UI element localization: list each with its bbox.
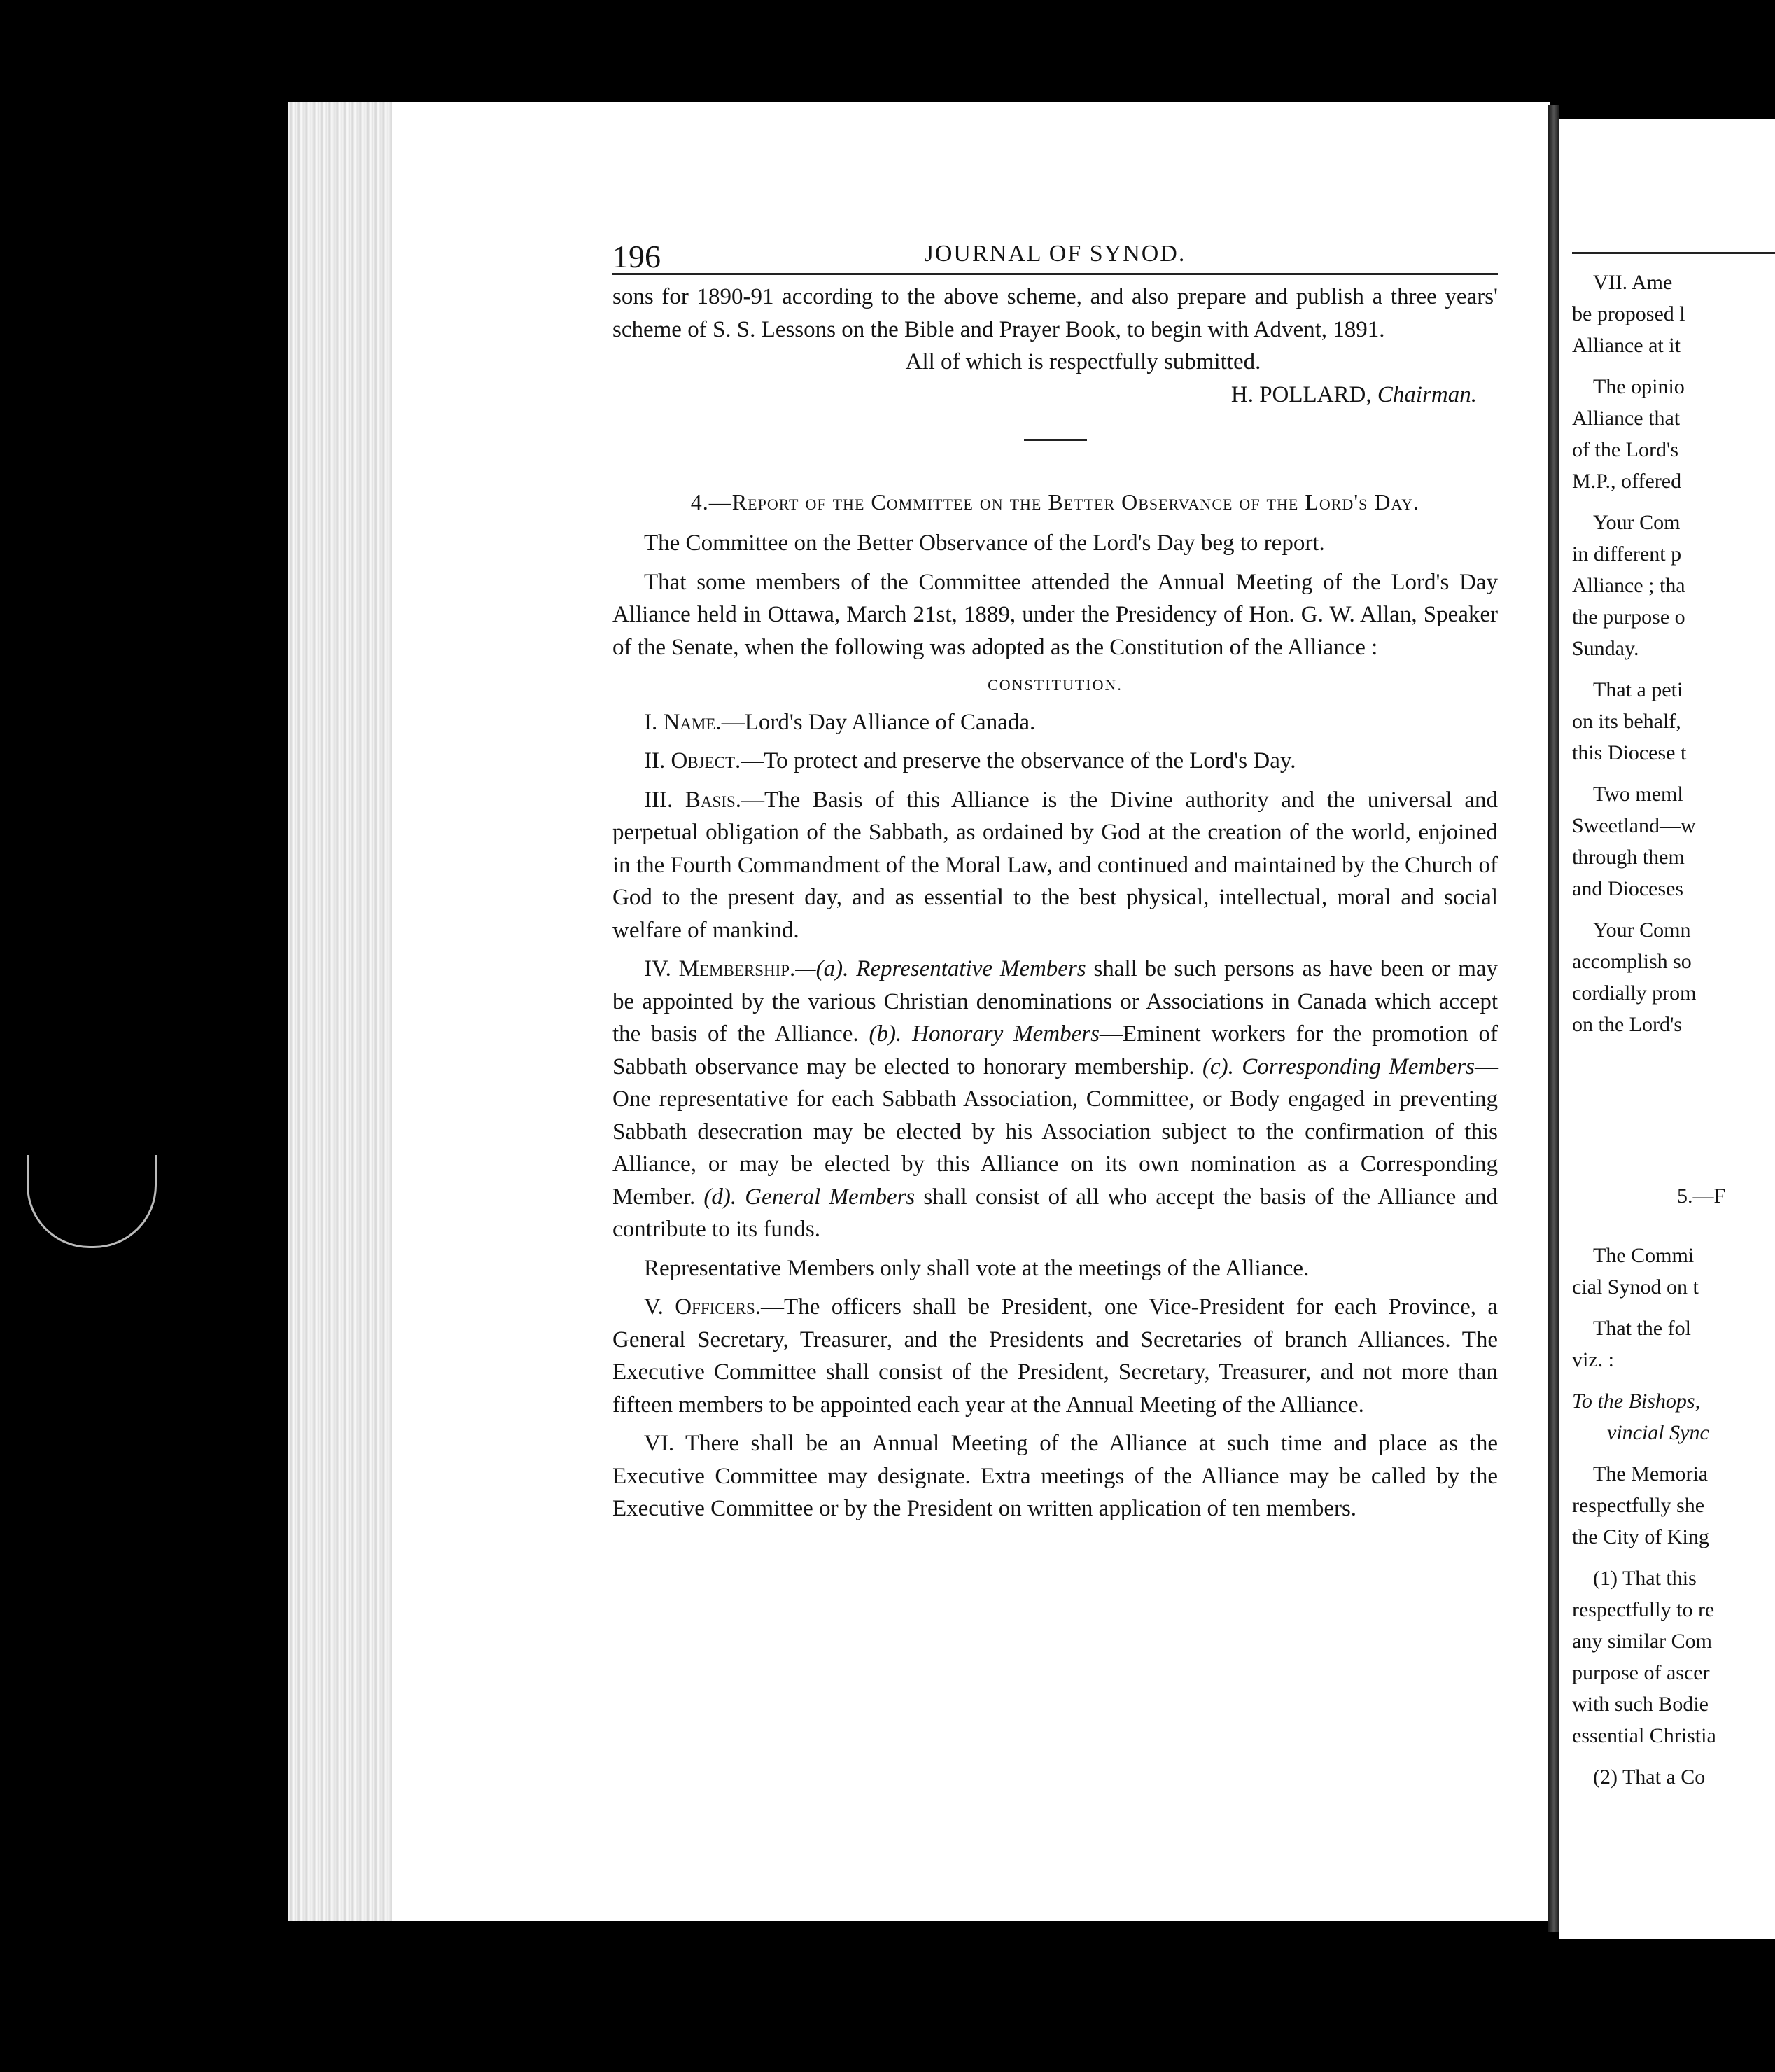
facing-page-line: and Dioceses <box>1572 877 1684 900</box>
facing-page-line: accomplish so <box>1572 950 1692 973</box>
article-4-b-text: —Eminent workers for the promotion of Sabbath observance may be elected to honorary membership. <box>612 1021 1499 1079</box>
article-2-text: —To protect and preserve the observance of the Lord's Day. <box>741 748 1296 774</box>
article-5-label: V. Officers. <box>644 1294 762 1320</box>
thumb-shadow <box>27 1155 157 1248</box>
article-4-d-mark: (d). <box>703 1184 737 1210</box>
article-4-a-term: Representative Members <box>856 956 1086 981</box>
facing-page-line: (1) That this <box>1593 1567 1697 1590</box>
facing-page-line: essential Christia <box>1572 1724 1716 1747</box>
facing-page-line: vincial Sync <box>1607 1421 1709 1444</box>
facing-page-line: Sweetland—w <box>1572 814 1696 837</box>
facing-page-line: viz. : <box>1572 1348 1614 1371</box>
facing-page-line: with such Bodie <box>1572 1693 1709 1716</box>
facing-page-line: this Diocese t <box>1572 741 1687 764</box>
facing-page-line: respectfully she <box>1572 1494 1705 1517</box>
constitution-heading: CONSTITUTION. <box>988 676 1123 694</box>
running-head <box>612 224 1498 275</box>
facing-page-line: Alliance at it <box>1572 334 1681 357</box>
facing-page-line: through them <box>1572 846 1685 869</box>
facing-page-line: any similar Com <box>1572 1630 1712 1653</box>
facing-page-line: Two meml <box>1593 783 1683 806</box>
signature-line <box>612 379 1498 412</box>
facing-page-line: (2) That a Co <box>1593 1765 1706 1788</box>
facing-page-line: Sunday. <box>1572 637 1639 660</box>
submitted-line: All of which is respectfully submitted. <box>905 349 1261 374</box>
facing-page-line: Your Com <box>1593 511 1681 534</box>
facing-page-line: To the Bishops, <box>1572 1390 1701 1413</box>
facing-page-rule <box>1572 252 1775 254</box>
article-4-c-text: —One representative for each Sabbath Association, Committee, or Body engaged in preventing Sabbath desecration may be elected by his Association subject to the confirmation of this Alliance, or may be elected by this Alliance on its own nomination as a Corresponding Member. <box>612 1054 1498 1210</box>
facing-page-lines <box>1572 267 1775 1793</box>
facing-page-line: M.P., offered <box>1572 470 1682 493</box>
facing-page-line: the City of King <box>1572 1525 1709 1548</box>
running-title: JOURNAL OF SYNOD. <box>924 240 1186 267</box>
article-2-label: II. Object. <box>644 748 741 774</box>
facing-page-line: 5.—F <box>1677 1184 1726 1208</box>
article-1-label: I. Name. <box>644 709 722 735</box>
facing-page-line: the purpose o <box>1572 606 1685 629</box>
article-2 <box>612 745 1498 778</box>
article-1 <box>612 706 1498 739</box>
facing-page-line: in different p <box>1572 542 1682 566</box>
signer-title: Chairman. <box>1377 382 1477 407</box>
facing-page-line: Alliance that <box>1572 407 1681 430</box>
article-5-text: —The officers shall be President, one Vice-President for each Province, a General Secretary, Treasurer, and the Presidents and Secretaries of branch Alliances. The Executive Committee shall consist of the President, Secretary, Treasurer, and not more than fifteen members to be appointed each year at the Annual Meeting of the Alliance. <box>612 1294 1498 1418</box>
continuation-paragraph: sons for 1890-91 according to the above scheme, and also prepare and publish a three years' scheme of S. S. Lessons on the Bible and Prayer Book, to begin with Advent, 1891. <box>612 284 1498 342</box>
facing-page-line: cordially prom <box>1572 981 1697 1004</box>
article-4-d-text: shall consist of all who accept the basis of the Alliance and contribute to its funds. <box>612 1184 1499 1242</box>
facing-page-line: The opinio <box>1593 375 1685 398</box>
facing-page-line: Alliance ; tha <box>1572 574 1685 597</box>
article-5 <box>612 1291 1498 1421</box>
report-heading: 4.—Report of the Committee on the Better Observance of the Lord's Day. <box>690 489 1420 514</box>
article-4 <box>612 953 1498 1246</box>
article-6: VI. There shall be an Annual Meeting of the Alliance at such time and place as the Executive Committee may designate. Extra meetings of the Alliance may be called by the Executive Committee or by the President on written application of ten members. <box>612 1431 1498 1521</box>
report-paragraph-2: That some members of the Committee attended the Annual Meeting of the Lord's Day Alliance held in Ottawa, March 21st, 1889, under the Presidency of Hon. G. W. Allan, Speaker of the Senate, when the following was adopted as the Constitution of the Alliance : <box>612 569 1498 660</box>
facing-page-line: respectfully to re <box>1572 1598 1715 1621</box>
article-4-c-mark: (c). <box>1202 1054 1234 1079</box>
page-number: 196 <box>612 238 661 274</box>
report-paragraph-1: The Committee on the Better Observance of the Lord's Day beg to report. <box>644 531 1325 556</box>
facing-page-line: The Commi <box>1593 1244 1695 1267</box>
signer-name: H. POLLARD, <box>1230 382 1372 407</box>
facing-page-line: That a peti <box>1593 678 1683 701</box>
article-4-a-mark: —(a). <box>795 956 849 981</box>
facing-page-line: VII. Ame <box>1593 271 1673 294</box>
left-page-text <box>612 224 1498 1525</box>
article-3-label: III. Basis. <box>644 787 742 813</box>
facing-page-line: cial Synod on t <box>1572 1275 1699 1298</box>
article-4-a-text: shall be such persons as have been or may be appointed by the various Christian denominations or Associations in Canada which accept the basis of the Alliance. <box>612 956 1499 1046</box>
book-gutter <box>1548 105 1559 1932</box>
section-divider <box>1024 439 1087 441</box>
facing-page-line: be proposed l <box>1572 302 1685 326</box>
article-4-c-term: Corresponding Members <box>1242 1054 1475 1079</box>
article-3 <box>612 784 1498 947</box>
vote-note: Representative Members only shall vote at the meetings of the Alliance. <box>644 1255 1310 1281</box>
page-edges <box>288 102 406 1921</box>
facing-page-line: on its behalf, <box>1572 710 1681 733</box>
facing-page-line: of the Lord's <box>1572 438 1679 461</box>
article-4-d-term: General Members <box>745 1184 915 1210</box>
article-3-text: —The Basis of this Alliance is the Divine authority and the universal and perpetual obligation of the Sabbath, as ordained by God at the creation of the world, enjoined in the Fourth Commandment of the Moral Law, and continued and maintained by the Church of God to the present day, and as essential to the best physical, intellectual, moral and social welfare of mankind. <box>612 787 1498 943</box>
article-4-b-term: Honorary Members <box>912 1021 1100 1046</box>
article-4-b-mark: (b). <box>869 1021 902 1046</box>
facing-page-line: That the fol <box>1593 1317 1691 1340</box>
facing-page-text <box>1572 252 1775 1793</box>
article-1-text: —Lord's Day Alliance of Canada. <box>721 709 1036 735</box>
facing-page-line: Your Comn <box>1593 918 1691 941</box>
facing-page-line: purpose of ascer <box>1572 1661 1710 1684</box>
facing-page-line: on the Lord's <box>1572 1013 1683 1036</box>
facing-page-line: The Memoria <box>1593 1462 1709 1485</box>
article-4-label: IV. Membership. <box>644 956 796 981</box>
